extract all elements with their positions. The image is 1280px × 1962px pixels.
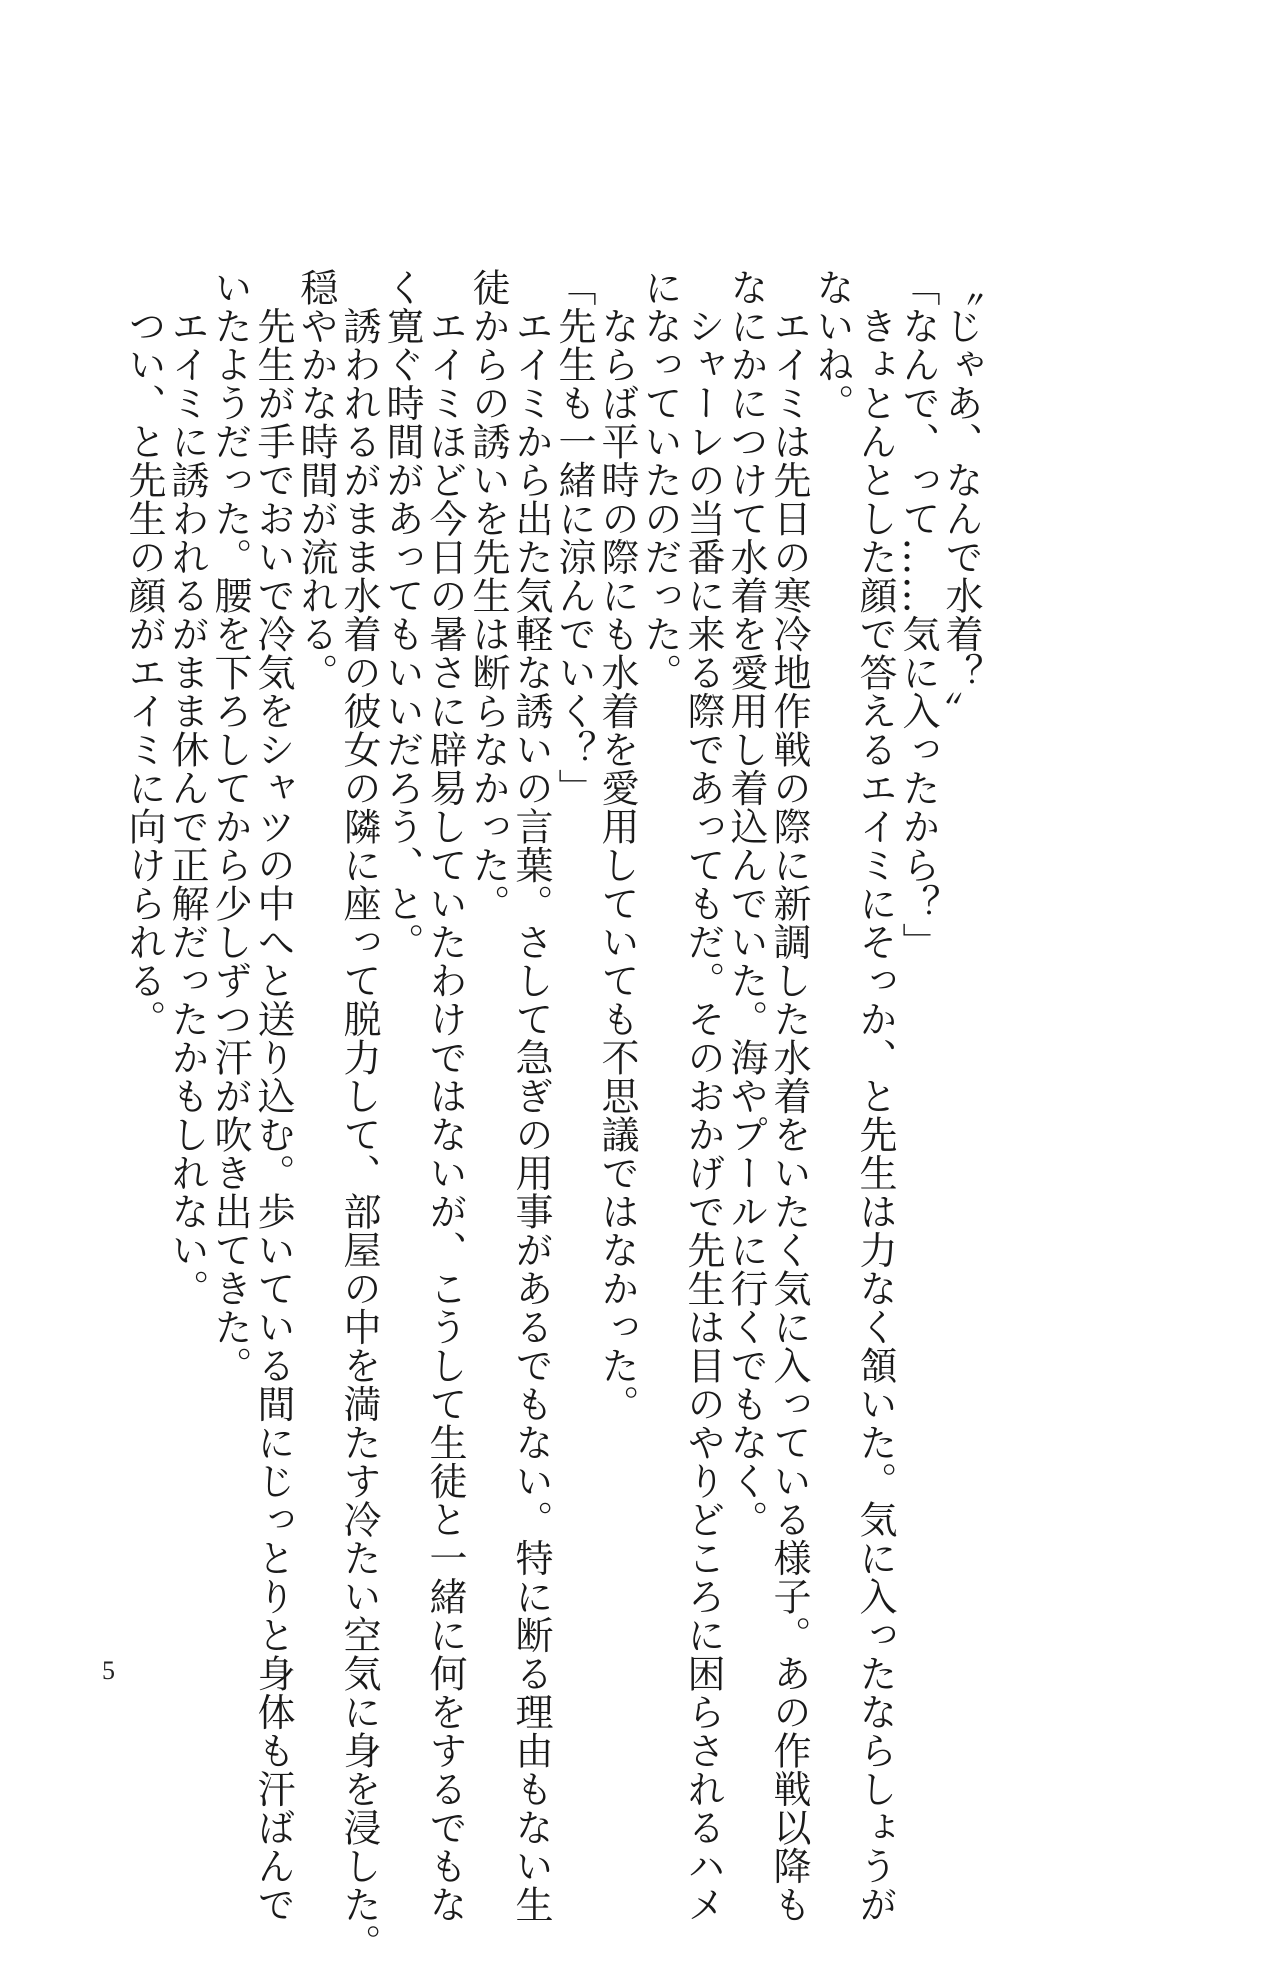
text-line: いたようだった。腰を下ろしてから少しずつ汗が吹き出てきた。: [208, 268, 252, 1385]
text-line: 穏やかな時間が流れる。: [294, 268, 338, 692]
text-line: エイミに誘われるがまま休んで正解だったかもしれない。: [165, 268, 209, 1308]
text-line: エイミほど今日の暑さに辟易していたわけではないが、こうして生徒と一緒に何をするでもな: [423, 268, 467, 1924]
text-line: 先生が手でおいで冷気をシャツの中へと送り込む。歩いている間にじっとりと身体も汗ばんで: [251, 268, 295, 1924]
text-line: ないね。: [810, 268, 854, 422]
text-line: きょとんとした顔で答えるエイミにそっか、と先生は力なく頷いた。気に入ったならしょうが: [853, 268, 897, 1924]
text-line: エイミから出た気軽な誘いの言葉。さして急ぎの用事があるでもない。特に断る理由もない生: [509, 268, 553, 1924]
text-line: 徒からの誘いを先生は断らなかった。: [466, 268, 510, 923]
body-text: [122, 268, 983, 1962]
text-line: 誘われるがまま水着の彼女の隣に座って脱力して、部屋の中を満たす冷たい空気に身を浸した。: [337, 268, 381, 1962]
text-line: 「先生も一緒に涼んでいく？」: [552, 268, 596, 807]
text-line: なにかにつけて水着を愛用し着込んでいた。海やプールに行くでもなく。: [724, 268, 768, 1539]
text-line: になっていたのだった。: [638, 268, 682, 692]
text-line: く寛ぐ時間があってもいいだろう、と。: [380, 268, 424, 961]
text-line: つい、と先生の顔がエイミに向けられる。: [122, 268, 166, 1038]
text-line: ならば平時の際にも水着を愛用していても不思議ではなかった。: [595, 268, 639, 1423]
text-line: 〝じゃあ、なんで水着？〟: [939, 268, 983, 730]
text-line: エイミは先日の寒冷地作戦の際に新調した水着をいたく気に入っている様子。あの作戦以降も: [767, 268, 811, 1924]
text-line: シャーレの当番に来る際であってもだ。そのおかげで先生は目のやりどころに困らされるハメ: [681, 268, 725, 1924]
text-line: 「なんで、って……気に入ったから？」: [896, 268, 940, 961]
page-number: 5: [102, 1656, 115, 1685]
